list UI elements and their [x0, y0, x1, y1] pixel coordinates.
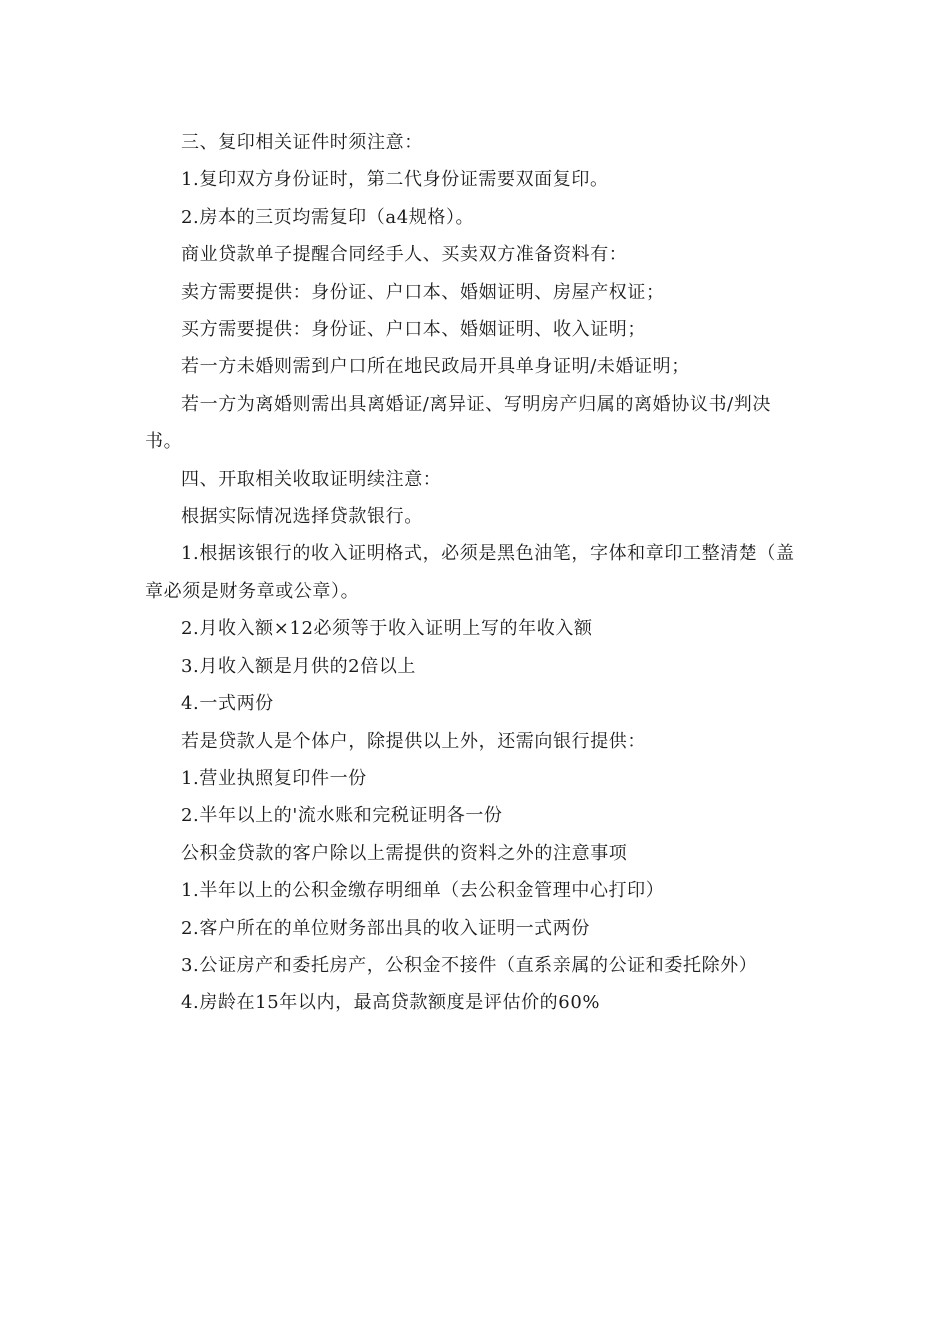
paragraph: 4.一式两份 [181, 693, 274, 715]
paragraph: 若一方为离婚则需出具离婚证/离异证、写明房产归属的离婚协议书/判决书。 [145, 393, 771, 453]
paragraph: 2.客户所在的单位财务部出具的收入证明一式两份 [181, 917, 590, 939]
document-body [145, 124, 805, 1022]
paragraph: 公积金贷款的客户除以上需提供的资料之外的注意事项 [181, 842, 628, 864]
paragraph: 1.复印双方身份证时，第二代身份证需要双面复印。 [181, 169, 609, 191]
paragraph: 根据实际情况选择贷款银行。 [181, 506, 423, 528]
paragraph: 1.半年以上的公积金缴存明细单（去公积金管理中心打印） [181, 880, 665, 902]
paragraph: 若是贷款人是个体户，除提供以上外，还需向银行提供： [181, 730, 646, 752]
paragraph: 4.房龄在15年以内，最高贷款额度是评估价的60% [181, 992, 601, 1014]
section-heading-copy-notes: 三、复印相关证件时须注意： [181, 132, 423, 153]
paragraph: 商业贷款单子提醒合同经手人、买卖双方准备资料有： [181, 244, 628, 266]
paragraph: 3.公证房产和委托房产，公积金不接件（直系亲属的公证和委托除外） [181, 954, 758, 976]
paragraph: 2.半年以上的'流水账和完税证明各一份 [181, 805, 503, 827]
paragraph: 3.月收入额是月供的2倍以上 [181, 655, 417, 677]
paragraph: 卖方需要提供：身份证、户口本、婚姻证明、房屋产权证； [181, 281, 665, 303]
paragraph: 1.营业执照复印件一份 [181, 767, 367, 789]
paragraph: 买方需要提供：身份证、户口本、婚姻证明、收入证明； [181, 319, 646, 341]
paragraph: 2.房本的三页均需复印（a4规格）。 [181, 206, 475, 228]
paragraph: 2.月收入额×12必须等于收入证明上写的年收入额 [181, 618, 593, 640]
paragraph: 1.根据该银行的收入证明格式，必须是黑色油笔，字体和章印工整清楚（盖章必须是财务章或公章）。 [145, 543, 795, 602]
paragraph: 若一方未婚则需到户口所在地民政局开具单身证明/未婚证明； [181, 356, 690, 378]
section-heading-income-proof: 四、开取相关收取证明续注意： [181, 468, 442, 490]
